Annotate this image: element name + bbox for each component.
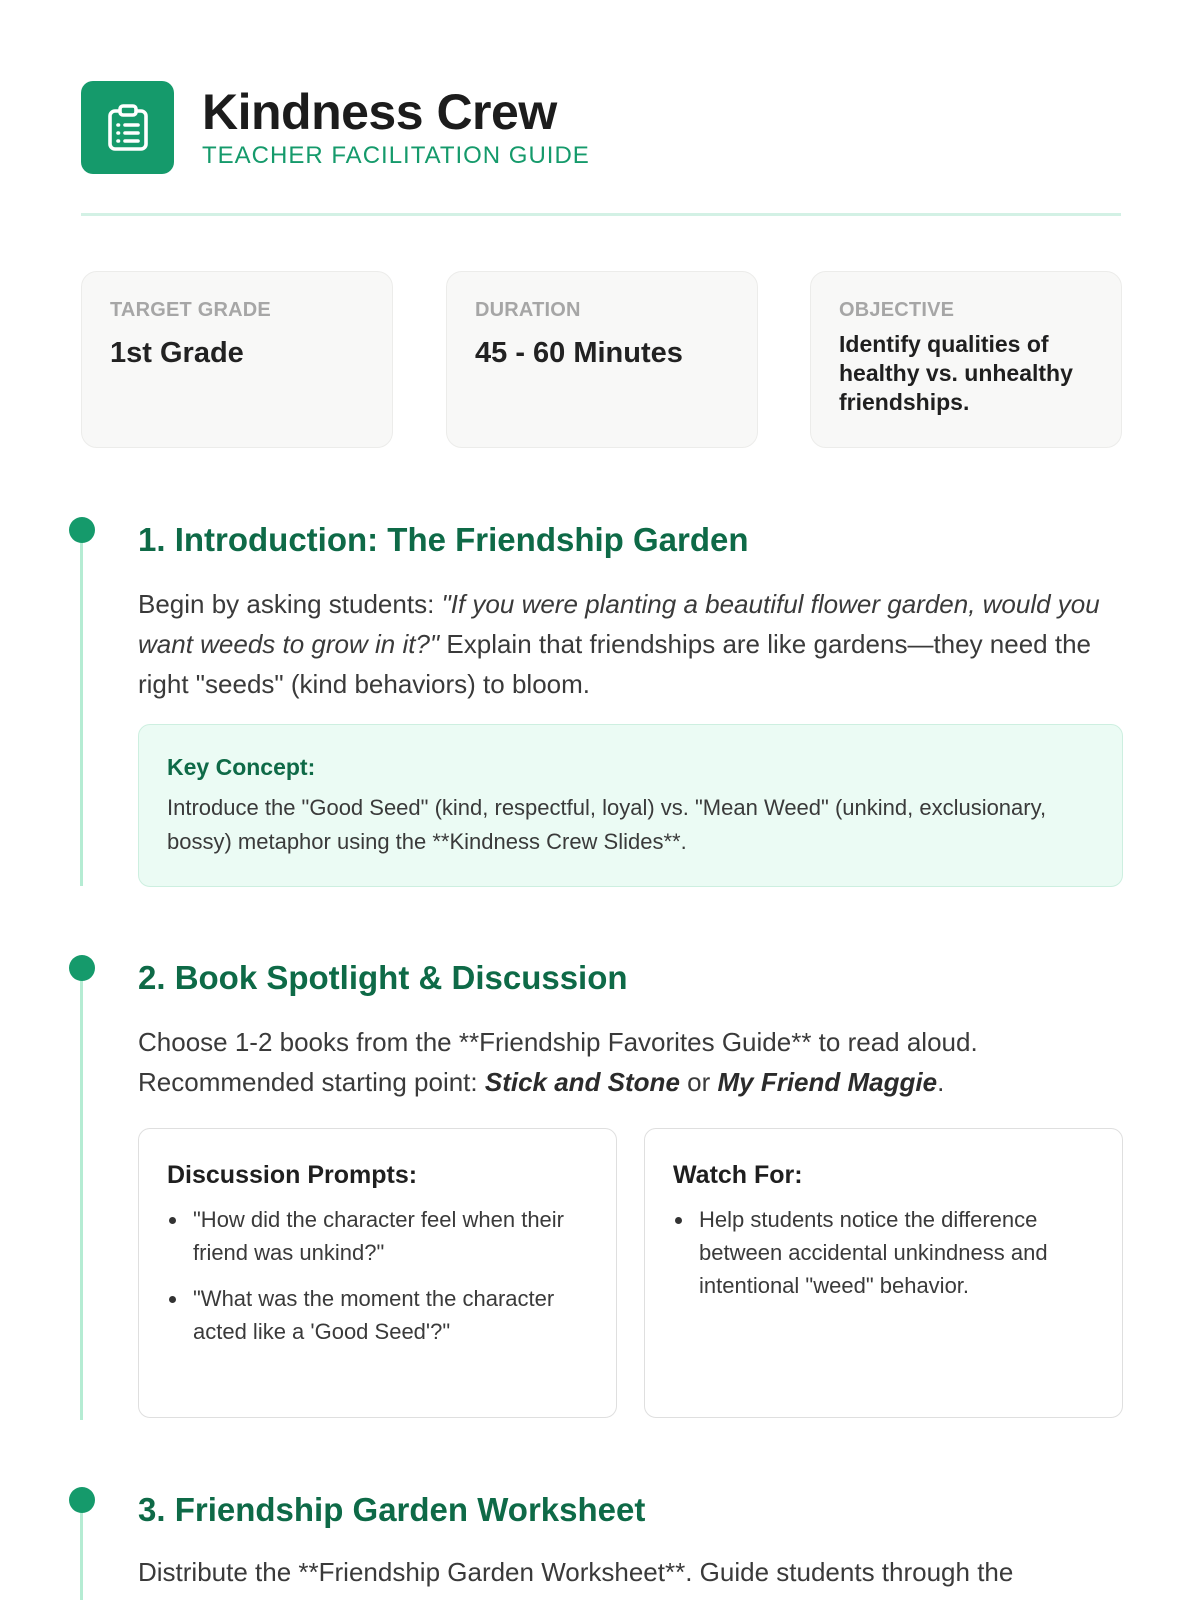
- list-item: "What was the moment the character acted like a 'Good Seed'?": [167, 1282, 588, 1348]
- objective-card: [810, 271, 1122, 448]
- book-title: My Friend Maggie: [717, 1067, 938, 1097]
- discussion-prompts-title: Discussion Prompts:: [167, 1161, 418, 1189]
- card-label: DURATION: [475, 299, 581, 321]
- section-2-title: 2. Book Spotlight & Discussion: [138, 959, 628, 996]
- timeline-line: [80, 530, 83, 886]
- page-subtitle: TEACHER FACILITATION GUIDE: [202, 141, 590, 169]
- section-1-body: [138, 584, 1123, 704]
- page-title: Kindness Crew: [202, 83, 557, 140]
- watch-for-box: [644, 1128, 1123, 1418]
- card-label: OBJECTIVE: [839, 299, 955, 321]
- section-2-body: [138, 1022, 1123, 1102]
- book-title: Stick and Stone: [484, 1067, 680, 1097]
- info-cards: [81, 271, 1121, 448]
- card-label: TARGET GRADE: [110, 299, 271, 321]
- list-item: "How did the character feel when their friend was unkind?": [167, 1203, 588, 1269]
- card-value: Identify qualities of healthy vs. unhealthy friendships.: [839, 331, 1073, 415]
- section-3-title: 3. Friendship Garden Worksheet: [138, 1491, 646, 1528]
- header-divider: [81, 213, 1121, 216]
- card-value: 1st Grade: [110, 337, 244, 369]
- discussion-prompts-list: [167, 1203, 588, 1348]
- key-concept-callout: [138, 724, 1123, 887]
- timeline-line: [80, 1500, 83, 1600]
- section-2-body-end: .: [937, 1067, 945, 1097]
- key-concept-title: Key Concept:: [167, 754, 316, 780]
- watch-for-title: Watch For:: [673, 1161, 803, 1189]
- section-1-body-lead: Begin by asking students:: [138, 589, 442, 619]
- target-grade-card: [81, 271, 393, 448]
- timeline-line: [80, 968, 83, 1420]
- guide-header: [81, 81, 590, 174]
- card-value: 45 - 60 Minutes: [475, 337, 683, 369]
- section-1-body-tail: Explain that friendships are like gardens—they need the right "seeds" (kind behaviors) to bloom.: [138, 629, 1092, 699]
- key-concept-body: Introduce the "Good Seed" (kind, respectful, loyal) vs. "Mean Weed" (unkind, exclusionary, bossy) metaphor using the **Kindness Crew Slides**.: [167, 795, 1047, 854]
- timeline-dot: [69, 955, 95, 981]
- discussion-prompts-box: [138, 1128, 617, 1418]
- duration-card: [446, 271, 758, 448]
- section-1-title: 1. Introduction: The Friendship Garden: [138, 521, 749, 558]
- timeline-dot: [69, 517, 95, 543]
- title-block: [202, 85, 590, 171]
- clipboard-list-icon: [81, 81, 174, 174]
- section-1-body-quote: "If you were planting a beautiful flower garden, would you want weeds to grow in it?": [138, 589, 1100, 659]
- section-3-body: Distribute the **Friendship Garden Worksheet**. Guide students through the: [138, 1557, 1014, 1587]
- section-2-body-lead: Choose 1-2 books from the **Friendship Favorites Guide** to read aloud. Recommended starting point:: [138, 1027, 978, 1097]
- watch-for-list: [673, 1203, 1094, 1302]
- section-2-body-or: or: [679, 1067, 718, 1097]
- list-item: Help students notice the difference between accidental unkindness and intentional "weed" behavior.: [673, 1203, 1094, 1302]
- timeline-dot: [69, 1487, 95, 1513]
